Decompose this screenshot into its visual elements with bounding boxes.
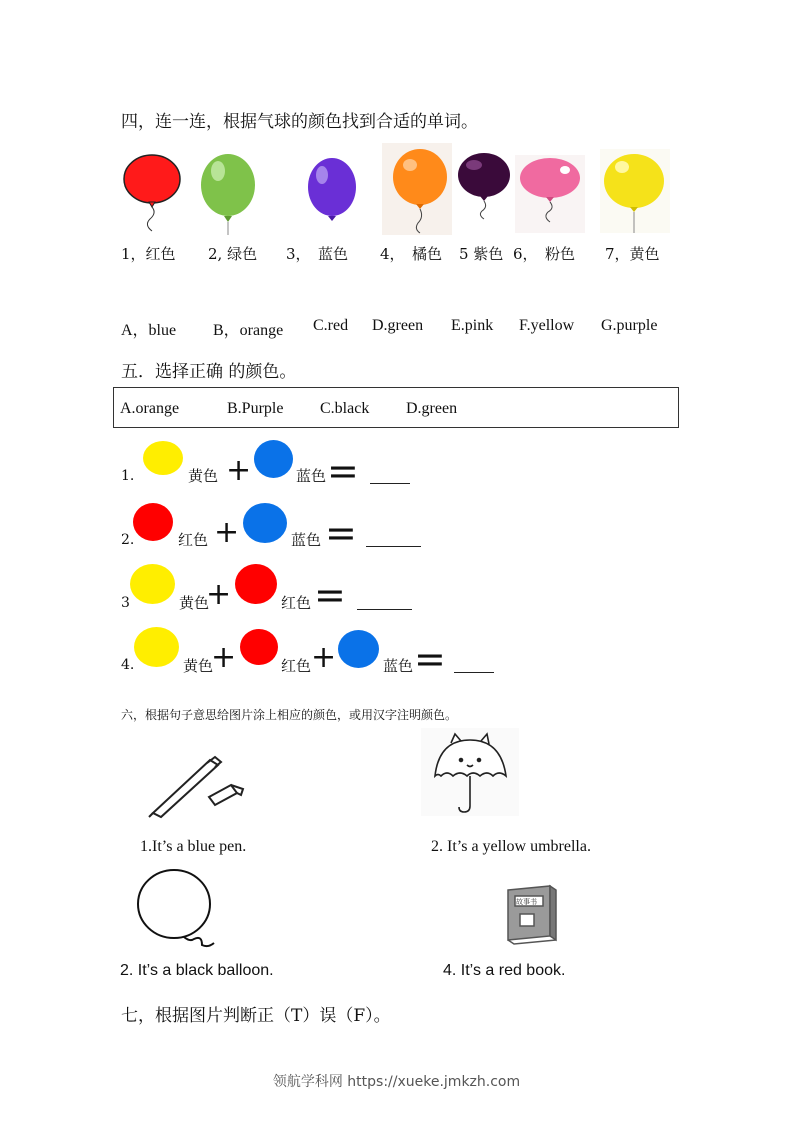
row-2-color-1: 红色 [178, 531, 209, 549]
section-4-title: 四，连一连，根据气球的颜色找到合适的单词。 [121, 112, 478, 132]
color-option-c: C.black [320, 400, 370, 417]
row-3-number: 3 [121, 595, 130, 611]
row-3-color-2: 红色 [281, 594, 312, 612]
balloon-label-5: 5 紫色 [459, 245, 504, 263]
option-a: A，blue [121, 322, 177, 339]
balloon-red-icon [124, 155, 180, 231]
pen-icon [145, 755, 250, 820]
option-g: G.purple [601, 317, 658, 334]
answer-blank [370, 483, 410, 484]
umbrella-icon [421, 728, 519, 818]
yellow-circle [134, 627, 179, 667]
equals-sign: = [414, 637, 446, 681]
row-3-color-1: 黄色 [179, 594, 210, 612]
balloon-row [110, 143, 680, 238]
answer-blank [357, 609, 412, 610]
red-circle [240, 629, 278, 665]
section-7-title: 七，根据图片判断正（T）误（F）。 [121, 1006, 391, 1026]
option-f: F.yellow [519, 317, 575, 334]
row-4-color-1: 黄色 [183, 657, 214, 675]
row-4-color-2: 红色 [281, 657, 312, 675]
book-icon [500, 882, 565, 946]
balloon-label-4: 4， 橘色 [380, 245, 443, 263]
color-option-a: A.orange [120, 400, 180, 417]
balloon-orange-icon [382, 143, 452, 235]
plus-sign: + [206, 577, 232, 612]
blue-circle [254, 440, 293, 478]
yellow-circle [143, 441, 183, 475]
row-4-number: 4. [121, 657, 135, 673]
answer-blank [454, 672, 494, 673]
balloon-pink-icon [515, 155, 585, 233]
balloon-yellow-icon [600, 149, 670, 233]
row-1-color-2: 蓝色 [296, 467, 327, 485]
blue-circle [243, 503, 287, 543]
answer-blank [366, 546, 421, 547]
option-b: B，orange [213, 322, 284, 339]
plus-sign: + [311, 640, 337, 675]
footer-watermark[interactable]: 领航学科网 https://xueke.jmkzh.com [272, 1074, 521, 1090]
row-4-color-3: 蓝色 [383, 657, 414, 675]
row-1-number: 1. [121, 468, 135, 484]
row-2-color-2: 蓝色 [291, 531, 322, 549]
balloon-label-6: 6， 粉色 [513, 245, 576, 263]
section-5-title: 五．选择正确 的颜色。 [121, 362, 297, 382]
red-circle [133, 503, 173, 541]
row-2-number: 2. [121, 532, 135, 548]
option-e: E.pink [451, 317, 494, 334]
row-1-color-1: 黄色 [188, 467, 219, 485]
option-c: C.red [313, 317, 349, 334]
equals-sign: = [314, 573, 346, 617]
balloon-label-2: 2, 绿色 [208, 245, 258, 263]
balloon-blue-icon [308, 158, 356, 221]
sentence-1: 1.It’s a blue pen. [140, 838, 247, 855]
section-6-title: 六，根据句子意思给图片涂上相应的颜色，或用汉字注明颜色。 [121, 708, 458, 722]
book-cover-title: 故事书 [516, 898, 537, 906]
sentence-3: 2. It’s a black balloon. [120, 962, 274, 979]
plus-sign: + [214, 515, 240, 550]
color-option-d: D.green [406, 400, 458, 417]
yellow-circle [130, 564, 175, 604]
red-circle [235, 564, 277, 604]
balloon-label-7: 7，黄色 [605, 245, 660, 263]
balloon-label-3: 3， 蓝色 [286, 245, 349, 263]
plus-sign: + [226, 453, 252, 488]
blue-circle [338, 630, 379, 668]
color-option-b: B.Purple [227, 400, 284, 417]
balloon-purple-icon [458, 153, 510, 219]
equals-sign: = [325, 511, 357, 555]
option-d: D.green [372, 317, 424, 334]
equals-sign: = [327, 449, 359, 493]
balloon-label-1: 1，红色 [121, 245, 176, 263]
balloon-green-icon [201, 154, 255, 235]
sentence-2: 2. It’s a yellow umbrella. [431, 838, 591, 855]
plus-sign: + [211, 640, 237, 675]
color-options-box [113, 387, 679, 428]
sentence-4: 4. It’s a red book. [443, 962, 566, 979]
balloon-outline-icon [132, 866, 227, 952]
